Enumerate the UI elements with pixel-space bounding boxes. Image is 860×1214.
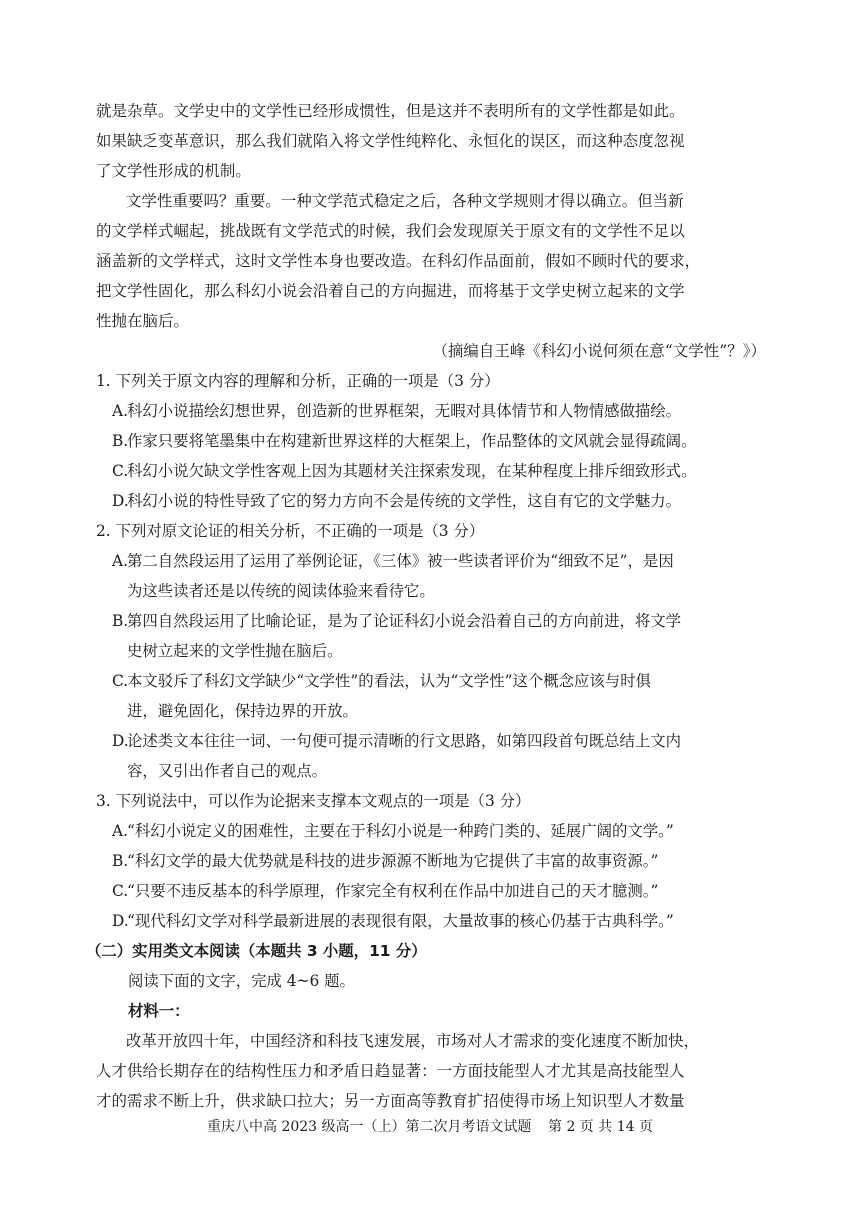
passage-line: 的文学样式崛起，挑战既有文学范式的时候，我们会发现原关于原文有的文学性不足以	[96, 222, 685, 240]
passage-line: 文学性重要吗？重要。一种文学范式稳定之后，各种文学规则才得以确立。但当新	[126, 192, 684, 210]
passage-line: 了文学性形成的机制。	[96, 162, 251, 180]
option-label: B.	[112, 612, 129, 630]
section-heading: （二）实用类文本阅读（本题共 3 小题，11 分）	[86, 942, 427, 960]
exam-page-body	[86, 96, 766, 1116]
option-label: A.	[112, 822, 129, 840]
option-a	[96, 816, 766, 846]
question-3	[96, 786, 766, 936]
question-stem: 1. 下列关于原文内容的理解和分析，正确的一项是（3 分）	[96, 372, 500, 390]
option-d	[96, 486, 766, 516]
option-label: C.	[112, 672, 129, 690]
passage-line: 就是杂草。文学史中的文学性已经形成惯性，但是这并不表明所有的文学性都是如此。	[96, 102, 685, 120]
option-text: 论述类文本往往一词、一句便可提示清晰的行文思路，如第四段首句既总结上文内	[127, 732, 682, 750]
option-text: 科幻小说描绘幻想世界，创造新的世界框架，无暇对具体情节和人物情感做描绘。	[127, 402, 682, 420]
option-b	[96, 606, 766, 666]
passage-paragraph	[96, 96, 766, 186]
option-text: 第四自然段运用了比喻论证，是为了论证科幻小说会沿着自己的方向前进，将文学	[127, 612, 682, 630]
option-label: C.	[112, 882, 129, 900]
option-text: 第二自然段运用了运用了举例论证，《三体》被一些读者评价为“细致不足”，是因	[127, 552, 674, 570]
option-text: “科幻小说定义的困难性，主要在于科幻小说是一种跨门类的、延展广阔的文学。”	[127, 822, 674, 840]
option-text: 本文驳斥了科幻文学缺少“文学性”的看法，认为“文学性”这个概念应该与时俱	[127, 672, 651, 690]
option-text: “现代科幻文学对科学最新进展的表现很有限，大量故事的核心仍基于古典科学。”	[127, 912, 674, 930]
exam-title: 重庆八中高 2023 级高一（上）第二次月考语文试题	[207, 1119, 532, 1135]
option-label: C.	[112, 462, 129, 480]
material-title: 材料一：	[128, 1002, 190, 1020]
material-line: 人才供给长期存在的结构性压力和矛盾日趋显著：一方面技能型人才尤其是高技能型人	[96, 1062, 685, 1080]
page-number: 第 2 页 共 14 页	[548, 1119, 653, 1135]
option-b	[96, 426, 766, 456]
option-label: A.	[112, 402, 129, 420]
option-a	[96, 546, 766, 606]
option-label: D.	[112, 732, 129, 750]
option-text: 容，又引出作者自己的观点。	[127, 762, 328, 780]
option-a	[96, 396, 766, 426]
option-text: 作家只要将笔墨集中在构建新世界这样的大框架上，作品整体的文风就会显得疏阔。	[127, 432, 697, 450]
option-d	[96, 726, 766, 786]
option-text: 科幻小说欠缺文学性客观上因为其题材关注探索发现，在某种程度上排斥细致形式。	[127, 462, 697, 480]
question-stem: 2. 下列对原文论证的相关分析，不正确的一项是（3 分）	[96, 522, 485, 540]
passage-line: 如果缺乏变革意识，那么我们就陷入将文学性纯粹化、永恒化的误区，而这种态度忽视	[96, 132, 685, 150]
material-line: 改革开放四十年，中国经济和科技飞速发展，市场对人才需求的变化速度不断加快，	[126, 1032, 700, 1050]
option-label: D.	[112, 492, 129, 510]
option-text: 史树立起来的文学性抛在脑后。	[127, 642, 343, 660]
option-b	[96, 846, 766, 876]
option-d	[96, 906, 766, 936]
option-c	[96, 666, 766, 726]
option-c	[96, 456, 766, 486]
option-label: B.	[112, 852, 129, 870]
option-label: A.	[112, 552, 129, 570]
passage-line: 性抛在脑后。	[96, 312, 189, 330]
option-label: D.	[112, 912, 129, 930]
page-footer	[0, 1117, 860, 1137]
passage-source: （摘编自王峰《科幻小说何须在意“文学性”？》）	[432, 342, 766, 360]
material-paragraph	[96, 1026, 766, 1116]
option-text: 为这些读者还是以传统的阅读体验来看待它。	[127, 582, 435, 600]
option-c	[96, 876, 766, 906]
section-instruction: 阅读下面的文字，完成 4~6 题。	[128, 972, 355, 990]
option-text: “科幻文学的最大优势就是科技的进步源源不断地为它提供了丰富的故事资源。”	[127, 852, 659, 870]
question-2	[96, 516, 766, 786]
material-line: 才的需求不断上升，供求缺口拉大；另一方面高等教育扩招使得市场上知识型人才数量	[96, 1092, 685, 1110]
passage-line: 把文学性固化，那么科幻小说会沿着自己的方向掘进，而将基于文学史树立起来的文学	[96, 282, 685, 300]
option-text: 进，避免固化，保持边界的开放。	[127, 702, 358, 720]
passage-line: 涵盖新的文学样式，这时文学性本身也要改造。在科幻作品面前，假如不顾时代的要求，	[96, 252, 701, 270]
passage-paragraph	[96, 186, 766, 336]
option-text: 科幻小说的特性导致了它的努力方向不会是传统的文学性，这自有它的文学魅力。	[127, 492, 682, 510]
question-stem: 3. 下列说法中，可以作为论据来支撑本文观点的一项是（3 分）	[96, 792, 531, 810]
option-text: “只要不违反基本的科学原理，作家完全有权利在作品中加进自己的天才臆测。”	[127, 882, 659, 900]
option-label: B.	[112, 432, 129, 450]
question-1	[96, 366, 766, 516]
